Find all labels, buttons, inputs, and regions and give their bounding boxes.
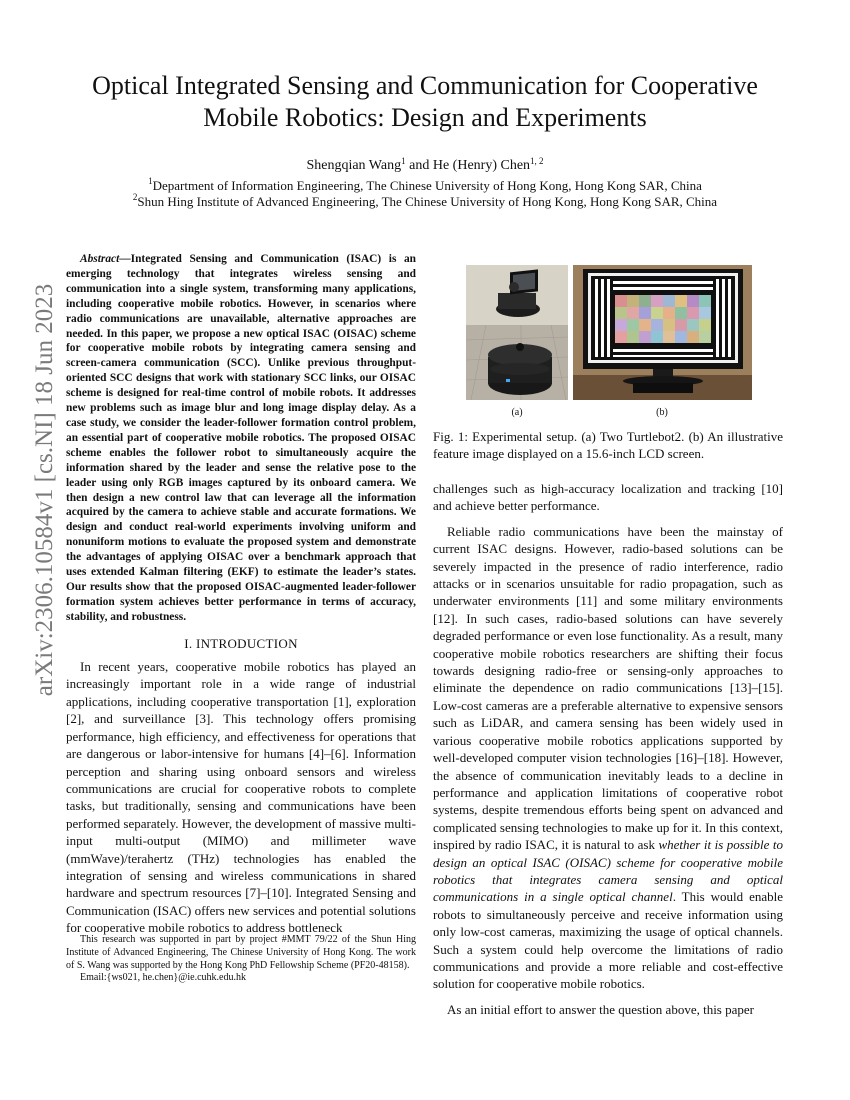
intro-paragraph-2: Reliable radio communications have been the mainstay of current ISAC designs. However, radio-based solutions can be severely impacted in the presence of radio interference, radio attacks or in scenarios unsuitable for radio propagation, such as underwater environments [11] and some military environments [12]. In such cases, radio-based solutions can have severely degraded performance or even lose functionality. As a result, many cooperative mobile robotics researchers are shifting their focus towards designing radio-free or sensing-only approaches to eliminate the dependence on radio communications [13]–[15]. Low-cost cameras are a preferable alternative to expensive sensors such as LiDAR, and camera sensing has been widely used in various cooperative mobile robotics applications supported by well-developed computer vision technologies [16]–[18]. However, the absence of communication inevitably leads to a decline in performance and application limitations of cooperative robot systems, despite tremendous efforts being spent on advanced and complicated sensing technologies to make up for it. In this context, inspired by radio ISAC, it is natural to ask whether it is possible to design an optical ISAC (OISAC) scheme for cooperative mobile robotics that integrates camera sensing and optical communications in a single optical channel. This would enable robots to simultaneously perceive and receive information using only low-cost cameras, maximizing the usage of optical channels. Such a system could help overcome the limitations of radio communications and provide a more reliable and cost-effective solution for cooperative mobile robotics.: [433, 523, 784, 992]
subfigure-label-a: (a): [511, 407, 523, 418]
affiliation-2: $^2$Shun Hing Institute of Advanced Engineering, The Chinese University of Hong Kong, Hong Kong SAR, China: [132, 192, 718, 209]
figure-1-caption: Fig. 1: Experimental setup. (a) Two Turtlebot2. (b) An illustrative feature image displayed on a 15.6-inch LCD screen.: [433, 429, 783, 462]
author-2: He (Henry) Chen: [432, 158, 531, 173]
research-question: whether it is possible to design an optical ISAC (OISAC) scheme for cooperative mobile robotics that integrates camera sensing and optical communications in a single optical channel: [433, 837, 784, 905]
figure-1: [466, 265, 752, 430]
abstract-label: Abstract: [80, 253, 120, 265]
intro-paragraph-1-continued: challenges such as high-accuracy localization and tracking [10] and achieve better performance.: [433, 481, 783, 514]
paper-title: Optical Integrated Sensing and Communication for Cooperative Mobile Robotics: Design and Experiments: [92, 71, 758, 132]
intro-paragraph-3: As an initial effort to answer the question above, this paper: [447, 1001, 754, 1017]
feature-image-illustration: [573, 265, 752, 400]
right-column: [433, 480, 783, 1018]
footnote: [66, 934, 416, 985]
left-column: [66, 252, 416, 937]
intro-paragraph-1: In recent years, cooperative mobile robotics has played an increasingly important role in a wide range of industrial applications, including cooperative transportation [1], exploration [2], and surveillance [3]. This technology offers promising performance, high efficiency, and effectiveness for operations that are dangerous or labor-intensive for humans [4]–[6]. Information perception and sharing using onboard sensors and wireless communications are crucial for cooperative robots to complete tasks, but traditionally, sensing and communications have been performed separately. However, the development of massive multi-input multi-output (MIMO) and millimeter wave (mmWave)/terahertz (THz) technologies has enabled the integration of sensing and wireless communications in shared hardware and spectrum resources [7]–[10]. Integrated Sensing and Communication (ISAC) offers new services and potential solutions for cooperative mobile robotics to address bottleneck: [66, 659, 416, 936]
turtlebot-photo: [466, 265, 568, 400]
turtlebot-illustration: [466, 265, 568, 400]
section-heading-introduction: I. INTRODUCTION: [184, 635, 298, 651]
arxiv-id: arXiv:2306.10584v1 [cs.NI] 18 Jun 2023: [31, 283, 58, 697]
subfigure-label-b: (b): [656, 407, 668, 418]
email-note: Email:{ws021, he.chen}@ie.cuhk.edu.hk: [80, 972, 246, 984]
lcd-screen-photo: [573, 265, 752, 400]
abstract-text: —Integrated Sensing and Communication (ISAC) is an emerging technology that integrates wireless sensing and communication into a single system, transforming many applications, including cooperative mobile robotics. However, in scenarios where radio communications are unavailable, alternative approaches are needed. In this paper, we propose a new optical ISAC (OISAC) scheme for cooperative mobile robots by integrating camera sensing and screen-camera communication (SCC). Unlike previous throughput-oriented SCC designs that work with stationary SCC links, our OISAC scheme is designed for real-time control of mobile robots. It addresses new problems such as image blur and long image display delay. As a case study, we consider the leader-follower formation control problem, an essential part of cooperative mobile robotics. The proposed OISAC scheme enables the follower robot to simultaneously acquire the information shared by the leader and sense the relative pose to the leader using only RGB images captured by its onboard camera. We then design a new control law that can leverage all the information acquired by the camera to achieve stable and accurate formations. We design and conduct real-world experiments involving uniform and nonuniform motions to evaluate the proposed system and demonstrate the advantages of applying OISAC over a benchmark approach that uses extended Kalman filtering (EKF) to estimate the leader’s states. Our results show that the proposed OISAC-augmented leader-follower formation system achieves better performance in terms of accuracy, stability, and robustness.: [66, 253, 416, 623]
author-line: Shengqian Wang$^1$ and He (Henry) Chen$^{1, 2}$: [306, 156, 544, 173]
author-1: Shengqian Wang: [306, 158, 402, 173]
abstract: [66, 252, 416, 625]
funding-note: This research was supported in part by project #MMT 79/22 of the Shun Hing Institute of Advanced Engineering, The Chinese University of Hong Kong. The work of S. Wang was supported by the Hong Kong PhD Fellowship Scheme (PF20-48158).: [66, 934, 416, 971]
affiliation-1: $^1$Department of Information Engineering, The Chinese University of Hong Kong, Hong Kong SAR, China: [148, 176, 702, 193]
